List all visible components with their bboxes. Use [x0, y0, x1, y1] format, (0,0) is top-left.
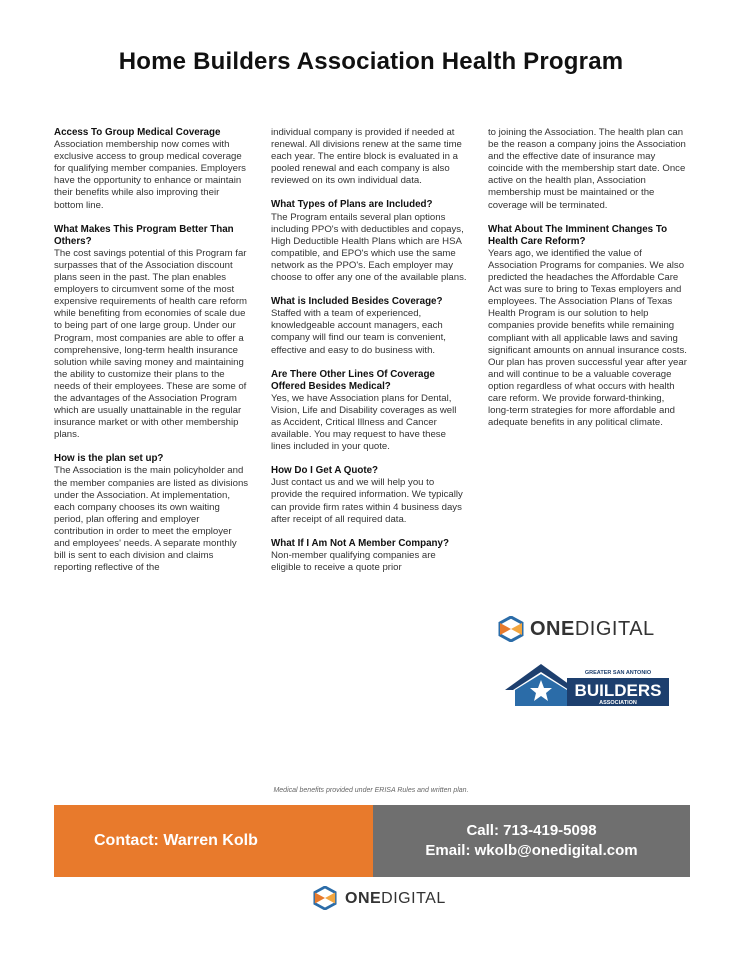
- contact-bar: [54, 805, 690, 877]
- section-plan-types: [271, 199, 467, 284]
- section-health-care-reform: [488, 224, 688, 430]
- section-other-lines: [271, 369, 467, 454]
- section-body: Years ago, we identified the value of Association Programs for companies. We also predicted the headaches the Affordable Care Act was sure to bring to Texas employers and employees. The Association Plans of Texas Health Program is our solution to help companies provide benefits while remaining compliant with all applicable laws and saving significant amounts on annual insurance costs. Our plan has proven successful year after year and will continue to be a valuable coverage option regardless of what occurs with health care reform. We provide forward-thinking, long-term strategies for more affordable and adequate benefits in any political climate.: [488, 247, 687, 429]
- section-body: Staffed with a team of experienced, knowledgeable account managers, each company will find our team is convenient, effective and easy to do business with.: [271, 308, 446, 356]
- section-heading: What About The Imminent Changes To Health Care Reform?: [488, 223, 668, 247]
- onedigital-logo: [498, 612, 688, 646]
- house-star-icon: [503, 660, 671, 708]
- section-body: to joining the Association. The health plan can be the reason a company joins the Association and the effective date of insurance may coincide with the membership start date. Once active on the health plan, Association membership must be maintained or the coverage will be terminated.: [488, 127, 686, 211]
- onedigital-mark-icon: [498, 616, 524, 642]
- section-heading: How is the plan set up?: [54, 453, 164, 465]
- hba-top-text: GREATER SAN ANTONIO: [584, 670, 652, 676]
- section-heading: What Makes This Program Better Than Others?: [54, 223, 234, 247]
- section-heading: What Types of Plans are Included?: [271, 199, 433, 211]
- page-title: Home Builders Association Health Program: [118, 48, 624, 75]
- footer-onedigital-logo: [313, 883, 473, 915]
- contact-details: [373, 805, 690, 877]
- section-body: Association membership now comes with exclusive access to group medical coverage for qualifying member companies. Employers have the opportunity to enhance or maintain their benefits while also improving their bottom line.: [54, 139, 246, 211]
- section-body: Yes, we have Association plans for Dental, Vision, Life and Disability coverages as well as Accident, Critical Illness and Cancer available. You may request to have these lines included in your quote.: [271, 392, 457, 453]
- section-not-member: [271, 538, 467, 574]
- section-body: The Association is the main policyholder and the member companies are listed as divisions under the Association. At implementation, each company chooses its own waiting period, plan offering and employer contribution in order to meet the employer and employees' needs. A separate monthly bill is sent to each division and claims reporting reflective of the: [54, 465, 249, 574]
- section-body: Non-member qualifying companies are eligible to receive a quote prior: [271, 549, 436, 573]
- column-2: [271, 127, 467, 586]
- section-body: The Program entails several plan options including PPO's with deductibles and copays, High Deductible Health Plans which are HSA compatible, and EPO's which use the same network as the PPO's. Each employer may choose to offer any one of the available plans.: [271, 211, 467, 284]
- section-heading: Access To Group Medical Coverage: [54, 127, 221, 138]
- section-included: [271, 296, 467, 356]
- contact-email[interactable]: Email: wkolb@onedigital.com: [425, 842, 638, 859]
- section-better-than-others: [54, 224, 250, 442]
- contact-name: Contact: Warren Kolb: [54, 805, 373, 877]
- section-body: individual company is provided if needed at renewal. All divisions renew at the same time each year. The entire block is evaluated in a pooled renewal and each company is also reviewed on its own individual data.: [271, 127, 462, 187]
- section-plan-setup-continued: [271, 127, 467, 187]
- section-heading: How Do I Get A Quote?: [271, 465, 379, 477]
- onedigital-wordmark: ONEDIGITAL: [345, 890, 446, 907]
- builders-association-logo: [503, 660, 671, 708]
- section-get-quote: [271, 465, 467, 525]
- disclaimer-text: Medical benefits provided under ERISA Rules and written plan.: [273, 787, 469, 794]
- section-not-member-continued: [488, 127, 688, 212]
- contact-phone[interactable]: Call: 713-419-5098: [466, 822, 597, 839]
- section-group-coverage: [54, 127, 250, 212]
- section-heading: What is Included Besides Coverage?: [271, 296, 443, 308]
- column-1: [54, 127, 250, 586]
- column-3: [488, 127, 688, 441]
- hba-main-text: BUILDERS: [574, 681, 662, 700]
- hba-bottom-text: ASSOCIATION: [599, 700, 637, 706]
- section-heading: What If I Am Not A Member Company?: [271, 537, 449, 549]
- section-body: The cost savings potential of this Program far surpasses that of the Association discount plans seen in the past. The plan enables employers to circumvent some of the most expensive requirements of health care reform while benefiting from economies of scale due to being part of one large group. Under our Program, most companies are able to offer a comprehensive, long-term health insurance solution while saving money and maintaining the ability to customize their plans to the needs of their employees. These are some of the advantages of the Association Program which are usually unattainable in the regular insurance market or with other membership plans.: [54, 247, 248, 441]
- onedigital-mark-icon: [313, 886, 339, 912]
- onedigital-wordmark: ONEDIGITAL: [530, 617, 655, 640]
- section-plan-setup: [54, 453, 250, 574]
- section-body: Just contact us and we will help you to provide the required information. We typically can provide firm rates within 4 business days after receipt of all required data.: [271, 477, 463, 525]
- section-heading: Are There Other Lines Of Coverage Offered Besides Medical?: [271, 368, 435, 392]
